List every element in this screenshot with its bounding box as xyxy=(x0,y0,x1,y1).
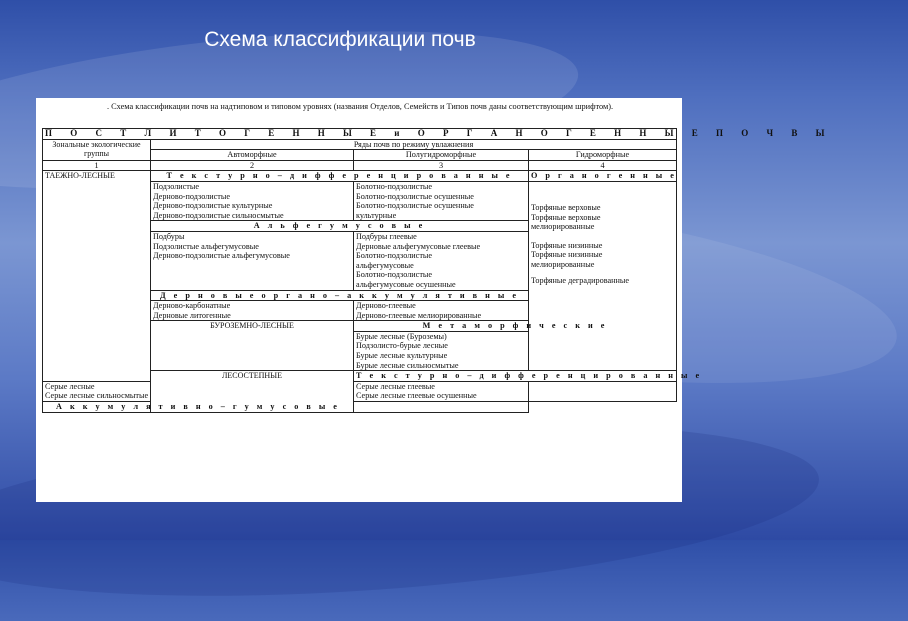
soil-type: Серые лесные глеевые xyxy=(356,381,435,391)
zonal-header: Зональные экологические группы xyxy=(43,139,151,160)
soil-type: Серые лесные сильносмытые xyxy=(45,391,149,401)
soil-type: Дерново-подзолистые сильносмытые xyxy=(153,210,284,220)
moisture-header: Ряды почв по режиму увлажнения xyxy=(151,139,677,150)
section-texture: Т е к с т у р н о – д и ф ф е р е н ц и р о в а н н ы е xyxy=(151,171,529,182)
zone-taiga: ТАЕЖНО-ЛЕСНЫЕ xyxy=(43,171,151,381)
col-number: 4 xyxy=(529,160,677,171)
soil-type: Серые лесные глеевые осушенные xyxy=(356,391,477,401)
section-alfehumus: А л ь ф е г у м у с о в ы е xyxy=(151,221,529,232)
soil-type: Болотно-подзолистые xyxy=(356,181,433,191)
cell-semi-sod xyxy=(354,301,529,321)
soil-type: Торфяные низинные xyxy=(531,240,603,250)
cell-auto-alfe xyxy=(151,231,354,290)
soil-type: альфегумусовые xyxy=(356,260,414,270)
soil-type: Подбуры глеевые xyxy=(356,231,417,241)
soil-type: Дерново-подзолистые xyxy=(153,191,231,201)
section-organogenic: О р г а н о г е н н ы е xyxy=(529,171,677,182)
soil-type: Бурые лесные (Буроземы) xyxy=(356,331,447,341)
soil-type: Дерново-карбонатные xyxy=(153,301,231,311)
soil-type: Торфяные деградированные xyxy=(531,275,630,285)
cell-semi-grey xyxy=(354,381,529,401)
col-automorphic: Автоморфные xyxy=(151,150,354,161)
section-accumulative: А к к у м у л я т и в н о – г у м у с о в ы е xyxy=(43,402,354,413)
cell-auto-grey xyxy=(43,381,151,401)
soil-type: Дерново-глеевые мелиорированные xyxy=(356,310,482,320)
soil-type: культурные xyxy=(356,210,397,220)
cell-semi-alfe xyxy=(354,231,529,290)
table-caption: . Схема классификации почв на надтиповом и типовом уровнях (названия Отделов, Семейств и Типов почв даны соответствующим шрифтом). xyxy=(106,102,614,111)
soil-type: Бурые лесные культурные xyxy=(356,351,448,361)
soil-type: Дерново-глеевые xyxy=(356,301,416,311)
empty-cell xyxy=(354,402,529,413)
cell-auto-texture xyxy=(151,181,354,220)
soil-type: Подбуры xyxy=(153,231,185,241)
slide-title: Схема классификации почв xyxy=(204,28,476,51)
cell-hydro-peat xyxy=(529,181,677,370)
soil-type: Дерново-подзолистые альфегумусовые xyxy=(153,251,290,261)
cell-semi-texture xyxy=(354,181,529,220)
col-semihydromorphic: Полугидроморфные xyxy=(354,150,529,161)
col-number: 3 xyxy=(354,160,529,171)
soil-type: Бурые лесные сильносмытые xyxy=(356,360,459,370)
soil-classification-table xyxy=(42,128,833,413)
cell-auto-meta xyxy=(354,331,529,370)
soil-type: мелиорированные xyxy=(531,222,595,232)
soil-type: Болотно-подзолистые осушенные xyxy=(356,191,474,201)
soil-type: Дерново-подзолистые культурные xyxy=(153,201,273,211)
banner-row: П О С Т Л И Т О Г Е Н Н Ы Е и О Р Г А Н О Г Е Н Н Ы Е П О Ч В Ы xyxy=(43,129,677,140)
soil-type: мелиорированные xyxy=(531,259,595,269)
soil-type: Болотно-подзолистые осушенные xyxy=(356,201,474,211)
zone-forest-steppe: ЛЕСОСТЕПНЫЕ xyxy=(151,371,354,412)
empty-cell xyxy=(529,381,677,401)
zone-burozem: БУРОЗЕМНО-ЛЕСНЫЕ xyxy=(151,321,354,371)
section-sod: Д е р н о в ы е о р г а н о – а к к у м у л я т и в н ы е xyxy=(151,290,529,301)
soil-type: Дерновые альфегумусовые глеевые xyxy=(356,241,481,251)
soil-type: Подзолистые альфегумусовые xyxy=(153,241,259,251)
soil-type: Торфяные верховые xyxy=(531,212,601,222)
soil-type: Серые лесные xyxy=(45,381,95,391)
soil-type: альфегумусовые осушенные xyxy=(356,279,456,289)
soil-type: Торфяные верховые xyxy=(531,202,601,212)
soil-type: Болотно-подзолистые xyxy=(356,251,433,261)
section-metamorphic: М е т а м о р ф и ч е с к и е xyxy=(354,321,677,332)
cell-auto-sod xyxy=(151,301,354,321)
section-texture-2: Т е к с т у р н о – д и ф ф е р е н ц и р о в а н н ы е xyxy=(354,371,677,382)
col-number: 2 xyxy=(151,160,354,171)
col-hydromorphic: Гидроморфные xyxy=(529,150,677,161)
col-number: 1 xyxy=(43,160,151,171)
soil-type: Торфяные низинные xyxy=(531,250,603,260)
soil-type: Подзолистые xyxy=(153,181,200,191)
soil-type: Болотно-подзолистые xyxy=(356,270,433,280)
soil-type: Дерновые литогенные xyxy=(153,310,231,320)
classification-sheet xyxy=(36,98,833,502)
soil-type: Подзолисто-бурые лесные xyxy=(356,341,448,351)
